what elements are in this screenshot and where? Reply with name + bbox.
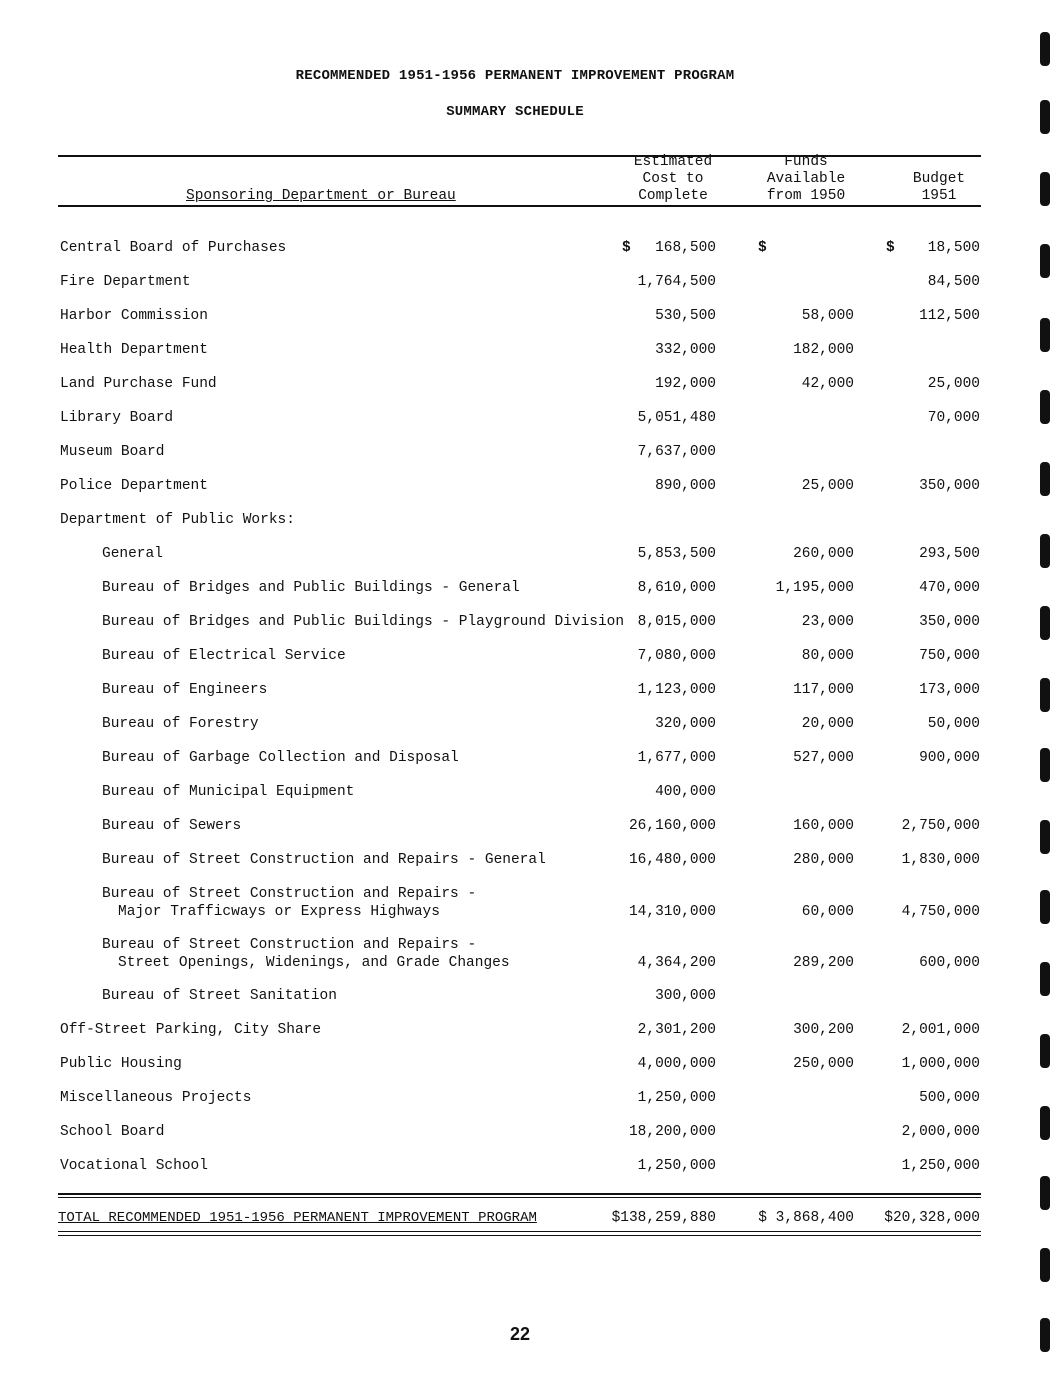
row-budget-1951: 350,000	[919, 478, 980, 494]
row-label: Health Department	[60, 342, 208, 358]
header-bottom-rule	[58, 205, 981, 207]
row-label: Bureau of Electrical Service	[102, 648, 346, 664]
row-label: Bureau of Street Sanitation	[102, 988, 337, 1004]
binding-mark	[1040, 606, 1050, 640]
row-budget-1951: 18,500	[927, 240, 980, 256]
row-funds-available: 260,000	[793, 546, 854, 562]
row-budget-1951: 750,000	[919, 648, 980, 664]
row-funds-available: 250,000	[793, 1056, 854, 1072]
row-label: Fire Department	[60, 274, 191, 290]
row-funds-available: 42,000	[801, 376, 854, 392]
row-funds-available: 280,000	[793, 852, 854, 868]
row-estimated-cost: 530,500	[655, 308, 716, 324]
binding-mark	[1040, 962, 1050, 996]
binding-mark	[1040, 1176, 1050, 1210]
total-cost: $138,259,880	[611, 1210, 716, 1226]
total-row	[0, 1210, 1062, 1232]
row-estimated-cost: 4,000,000	[637, 1056, 716, 1072]
row-budget-1951: 1,830,000	[901, 852, 980, 868]
funds-dollar-sign: $	[758, 240, 767, 256]
table-row	[0, 1158, 1062, 1178]
row-funds-available: 20,000	[801, 716, 854, 732]
table-row	[0, 750, 1062, 770]
header-cost	[622, 154, 724, 205]
row-label: Harbor Commission	[60, 308, 208, 324]
table-row	[0, 1090, 1062, 1110]
binding-mark	[1040, 1034, 1050, 1068]
row-label: Department of Public Works:	[60, 512, 295, 528]
row-budget-1951: 470,000	[919, 580, 980, 596]
table-row	[0, 308, 1062, 328]
table-row	[0, 784, 1062, 804]
row-label: Museum Board	[60, 444, 165, 460]
table-row	[0, 988, 1062, 1008]
binding-mark	[1040, 534, 1050, 568]
row-estimated-cost: 5,051,480	[637, 410, 716, 426]
row-estimated-cost: 14,310,000	[628, 904, 716, 920]
row-budget-1951: 2,001,000	[901, 1022, 980, 1038]
row-label: Bureau of Forestry	[102, 716, 259, 732]
binding-mark	[1040, 32, 1050, 66]
binding-mark	[1040, 1318, 1050, 1352]
row-label-continued: Street Openings, Widenings, and Grade Changes	[118, 955, 510, 971]
table-row	[0, 648, 1062, 668]
row-estimated-cost: 332,000	[655, 342, 716, 358]
table-row	[0, 546, 1062, 566]
header-cost-line1: Estimated	[633, 154, 713, 170]
row-label: Bureau of Street Construction and Repairs - General	[102, 852, 546, 868]
row-estimated-cost: 16,480,000	[628, 852, 716, 868]
row-estimated-cost: 7,080,000	[637, 648, 716, 664]
binding-mark	[1040, 390, 1050, 424]
table-row	[0, 240, 1062, 260]
table-row	[0, 1056, 1062, 1076]
header-funds	[752, 154, 860, 205]
total-double-rule-2	[58, 1235, 981, 1236]
row-estimated-cost: 890,000	[655, 478, 716, 494]
row-label: Vocational School	[60, 1158, 208, 1174]
header-funds-line1: Funds	[784, 154, 828, 170]
row-funds-available: 117,000	[793, 682, 854, 698]
binding-mark	[1040, 244, 1050, 278]
binding-mark	[1040, 100, 1050, 134]
row-estimated-cost: 192,000	[655, 376, 716, 392]
row-budget-1951: 70,000	[927, 410, 980, 426]
document-title: RECOMMENDED 1951-1956 PERMANENT IMPROVEMENT PROGRAM	[295, 68, 735, 84]
table-row	[0, 937, 1062, 971]
table-row	[0, 614, 1062, 634]
row-budget-1951: 25,000	[927, 376, 980, 392]
binding-mark	[1040, 820, 1050, 854]
row-funds-available: 527,000	[793, 750, 854, 766]
row-budget-1951: 900,000	[919, 750, 980, 766]
table-row	[0, 818, 1062, 838]
table-row	[0, 274, 1062, 294]
row-funds-available: 60,000	[801, 904, 854, 920]
row-estimated-cost: 2,301,200	[637, 1022, 716, 1038]
row-estimated-cost: 26,160,000	[628, 818, 716, 834]
row-estimated-cost: 1,250,000	[637, 1090, 716, 1106]
table-row	[0, 478, 1062, 498]
header-budget-line1: Budget	[912, 171, 966, 187]
row-funds-available: 1,195,000	[775, 580, 854, 596]
row-budget-1951: 4,750,000	[901, 904, 980, 920]
row-budget-1951: 1,000,000	[901, 1056, 980, 1072]
row-label: Bureau of Engineers	[102, 682, 268, 698]
table-row	[0, 580, 1062, 600]
table-row	[0, 852, 1062, 872]
header-budget-line2: 1951	[921, 188, 957, 204]
header-budget	[898, 171, 980, 205]
table-row	[0, 1124, 1062, 1144]
row-estimated-cost: 8,610,000	[637, 580, 716, 596]
row-budget-1951: 112,500	[919, 308, 980, 324]
row-budget-1951: 500,000	[919, 1090, 980, 1106]
binding-mark	[1040, 748, 1050, 782]
binding-mark	[1040, 1248, 1050, 1282]
total-double-rule-1	[58, 1231, 981, 1232]
row-label: Library Board	[60, 410, 174, 426]
row-funds-available: 25,000	[801, 478, 854, 494]
row-estimated-cost: 1,250,000	[637, 1158, 716, 1174]
total-funds: $ 3,868,400	[758, 1210, 854, 1226]
header-funds-line3: from 1950	[766, 188, 846, 204]
row-estimated-cost: 7,637,000	[637, 444, 716, 460]
budget-dollar-sign: $	[886, 240, 895, 256]
row-funds-available: 289,200	[793, 955, 854, 971]
total-budget: $20,328,000	[884, 1210, 980, 1226]
row-label: Police Department	[60, 478, 208, 494]
cost-dollar-sign: $	[622, 240, 631, 256]
row-budget-1951: 50,000	[927, 716, 980, 732]
row-estimated-cost: 300,000	[655, 988, 716, 1004]
row-estimated-cost: 18,200,000	[628, 1124, 716, 1140]
page-number: 22	[509, 1324, 531, 1344]
row-estimated-cost: 4,364,200	[637, 955, 716, 971]
row-label: School Board	[60, 1124, 165, 1140]
table-row	[0, 716, 1062, 736]
table-row	[0, 682, 1062, 702]
row-label: Bureau of Bridges and Public Buildings - General	[102, 580, 520, 596]
row-estimated-cost: 1,764,500	[637, 274, 716, 290]
row-funds-available: 182,000	[793, 342, 854, 358]
binding-mark	[1040, 890, 1050, 924]
row-estimated-cost: 1,123,000	[637, 682, 716, 698]
header-cost-line3: Complete	[638, 188, 708, 204]
row-estimated-cost: 400,000	[655, 784, 716, 800]
row-label: Bureau of Sewers	[102, 818, 242, 834]
row-budget-1951: 600,000	[919, 955, 980, 971]
row-label: Public Housing	[60, 1056, 182, 1072]
row-funds-available: 300,200	[793, 1022, 854, 1038]
total-top-rule-thin	[58, 1197, 981, 1198]
header-label-text: Sponsoring Department or Bureau	[186, 188, 456, 204]
row-label-continued: Major Trafficways or Express Highways	[118, 904, 440, 920]
table-row	[0, 410, 1062, 430]
row-funds-available: 23,000	[801, 614, 854, 630]
binding-mark	[1040, 318, 1050, 352]
binding-mark	[1040, 462, 1050, 496]
row-budget-1951: 2,750,000	[901, 818, 980, 834]
row-label: Miscellaneous Projects	[60, 1090, 252, 1106]
table-row	[0, 1022, 1062, 1042]
row-label: General	[102, 546, 163, 562]
table-row	[0, 376, 1062, 396]
row-budget-1951: 2,000,000	[901, 1124, 980, 1140]
binding-mark	[1040, 1106, 1050, 1140]
row-label: Bureau of Municipal Equipment	[102, 784, 355, 800]
row-label: Land Purchase Fund	[60, 376, 217, 392]
table-row	[0, 342, 1062, 362]
table-row	[0, 512, 1062, 532]
row-estimated-cost: 168,500	[655, 240, 716, 256]
row-budget-1951: 84,500	[927, 274, 980, 290]
row-label: Central Board of Purchases	[60, 240, 287, 256]
row-label: Off-Street Parking, City Share	[60, 1022, 322, 1038]
row-estimated-cost: 1,677,000	[637, 750, 716, 766]
header-label	[186, 188, 456, 205]
binding-mark	[1040, 172, 1050, 206]
row-label: Bureau of Bridges and Public Buildings - Playground Division	[102, 614, 625, 630]
total-label: TOTAL RECOMMENDED 1951-1956 PERMANENT IMPROVEMENT PROGRAM	[58, 1210, 537, 1226]
row-funds-available: 160,000	[793, 818, 854, 834]
table-row	[0, 444, 1062, 464]
row-funds-available: 80,000	[801, 648, 854, 664]
document-subtitle: SUMMARY SCHEDULE	[446, 104, 584, 120]
row-budget-1951: 173,000	[919, 682, 980, 698]
row-label: Bureau of Garbage Collection and Disposal	[102, 750, 459, 766]
row-funds-available: 58,000	[801, 308, 854, 324]
row-label: Bureau of Street Construction and Repairs -	[102, 886, 477, 902]
row-estimated-cost: 5,853,500	[637, 546, 716, 562]
header-cost-line2: Cost to	[642, 171, 704, 187]
row-budget-1951: 1,250,000	[901, 1158, 980, 1174]
row-budget-1951: 293,500	[919, 546, 980, 562]
total-top-rule	[58, 1193, 981, 1195]
row-estimated-cost: 320,000	[655, 716, 716, 732]
row-budget-1951: 350,000	[919, 614, 980, 630]
header-funds-line2: Available	[766, 171, 846, 187]
table-row	[0, 886, 1062, 920]
binding-mark	[1040, 678, 1050, 712]
row-label: Bureau of Street Construction and Repairs -	[102, 937, 477, 953]
row-estimated-cost: 8,015,000	[637, 614, 716, 630]
